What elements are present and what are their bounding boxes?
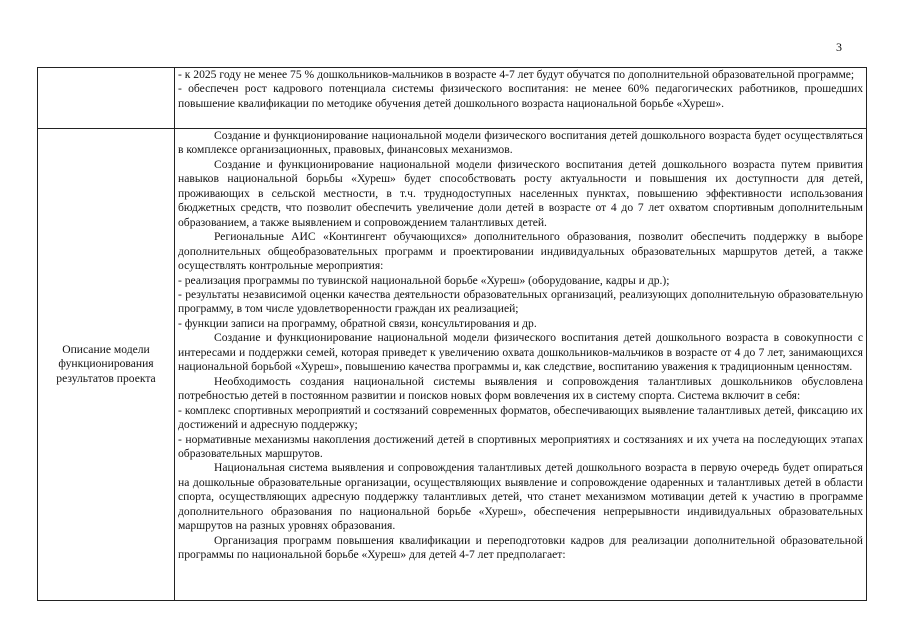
paragraph: Создание и функционирование национальной модели физического воспитания детей дошкольного возраста путем привития навыков национальной борьбы «Хуреш» будет способствовать росту актуальности и повышения их доступности для детей, проживающих в сельской местности, в т.ч. труднодоступных населенных пунктах, повышению эффективности использования бюджетных средств, что позволит обеспечить увеличение доли детей в возрасте от 4 до 7 лет охватом спортивным дополнительным образованием, а также выявлением и сопровождением талантливых детей. (178, 157, 863, 229)
paragraph: Региональные АИС «Контингент обучающихся» дополнительного образования, позволит обеспечить поддержку в выборе дополнительных общеобразовательных программ и проектировании индивидуальных образовательных маршрутов детей, а также осуществлять контрольные мероприятия: (178, 230, 863, 273)
list-item: - комплекс спортивных мероприятий и состязаний современных форматов, обеспечивающих выявление талантливых детей, фиксацию их достижений и адресную поддержку; (178, 403, 863, 432)
paragraph: Необходимость создания национальной системы выявления и сопровождения талантливых дошкольников обусловлена потребностью детей в постоянном развитии и поисков новых форм вовлечения их в систему спорта. Система включит в себя: (178, 374, 863, 403)
list-item: - функции записи на программу, обратной связи, консультирования и др. (178, 316, 537, 330)
paragraph: Национальная система выявления и сопровождения талантливых детей дошкольного возраста в первую очередь будет опираться на дошкольные образовательные организации, осуществляющих выявление и сопровождение одаренных и талантливых детей в области спорта, осуществляющих адресную поддержку талантливых детей, что станет механизмом мотивации детей к участию в программе дополнительного образования по национальной борьбе «Хуреш», обеспечения непрерывности индивидуальных образовательных маршрутов на разных уровнях образования. (178, 461, 863, 533)
list-item: - реализация программы по тувинской национальной борьбе «Хуреш» (оборудование, кадры и др.); (178, 273, 670, 287)
row-content-cell (175, 129, 867, 601)
row-label-cell (38, 68, 175, 129)
list-item: - к 2025 году не менее 75 % дошкольников-мальчиков в возрасте 4-7 лет будут обучатся по дополнительной образовательной программе; (178, 68, 855, 81)
paragraph: Организация программ повышения квалификации и переподготовки кадров для реализации дополнительной образовательной программы по национальной борьбе «Хуреш» для детей 4-7 лет предполагает: (178, 533, 863, 562)
row-label: Описание модели функционирования результатов проекта (56, 342, 156, 385)
list-item: - нормативные механизмы накопления достижений детей в спортивных мероприятиях и состязаниях и их учета на последующих этапах образовательных маршрутов. (178, 432, 863, 460)
project-table (37, 67, 867, 601)
row-label-cell (38, 129, 175, 601)
list-item: - результаты независимой оценки качества деятельности образовательных организаций, реализующих дополнительную образовательную программу, в том числе удовлетворенности граждан их реализацией; (178, 287, 863, 316)
row-content-cell (175, 68, 867, 129)
table-row (38, 68, 867, 129)
list-item: - обеспечен рост кадрового потенциала системы физического воспитания: не менее 60% педагогических работников, прошедших повышение квалификации по методике обучения детей дошкольного возраста национальной борьбе «Хуреш». (178, 82, 863, 110)
page-number: 3 (836, 40, 842, 54)
table-row (38, 129, 867, 601)
paragraph: Создание и функционирование национальной модели физического воспитания детей дошкольного возраста будет осуществляться в комплексе организационных, правовых, финансовых механизмов. (178, 129, 863, 157)
paragraph: Создание и функционирование национальной модели физического воспитания детей дошкольного возраста в совокупности с интересами и поддержки семей, которая приведет к увеличению охвата дошкольников-мальчиков в возрасте от 4 до 7 лет, занимающихся национальной борьбой «Хуреш», повышению качества программы и, как следствие, воспитанию уважения к традиционным ценностям. (178, 331, 863, 374)
